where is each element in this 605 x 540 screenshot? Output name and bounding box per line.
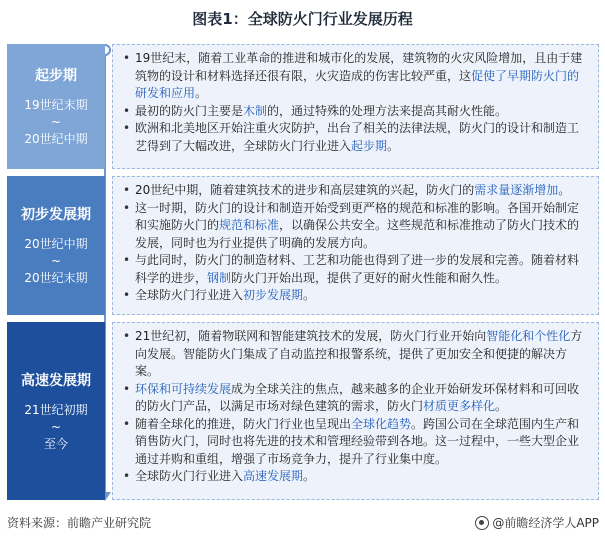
bullet-text: 20世纪中期，随着建筑技术的进步和高层建筑的兴起，防火门的 xyxy=(135,183,475,197)
stage-label-initial-development xyxy=(7,176,105,315)
stage-content-rapid-development xyxy=(112,322,599,500)
bullet-text: 19世纪末，随着工业革命的推进和城市化的发展，建筑物的火灾风险增加，且由于建筑物的设计和材料选择还很有限，火灾造成的伤害比较严重，这 xyxy=(135,51,583,83)
bullet-text: 最初的防火门主要是 xyxy=(135,103,244,118)
bullet-text: ，以确保公共安全。这些规范和标准推动了防火门技术的发展，同时也为行业提供了明确的发展方向。 xyxy=(135,218,580,250)
bullet-text: 与此同时，防火门的制造材料、工艺和功能也得到了进一步的发展和完善。随着材料科学的进步， xyxy=(135,253,580,285)
bullet-list xyxy=(121,182,590,305)
bullet-text: 防火门开始出现，提供了更好的耐火性能和耐久性。 xyxy=(231,270,508,285)
bullet-item xyxy=(121,200,590,253)
highlight-text: 促使了早期防火门的研发和应用 xyxy=(135,68,580,100)
bullet-item xyxy=(121,328,590,381)
bullet-text: 这一时期，防火门的设计和制造开始受到更严格的规范和标准的影响。各国开始制定和实施防火门的 xyxy=(135,200,580,232)
bullet-item xyxy=(121,468,590,486)
highlight-text: 钢制 xyxy=(207,270,232,285)
highlight-text: 初步发展期 xyxy=(243,288,304,302)
highlight-text: 材质更多样化 xyxy=(423,399,496,413)
stage-period-end: 至今 xyxy=(43,436,68,451)
highlight-text: 规范和标准 xyxy=(219,218,280,232)
source-note: 资料来源：前瞻产业研究院 xyxy=(7,516,152,530)
stage-period-end: 20世纪末期 xyxy=(24,271,88,285)
bullet-item xyxy=(121,103,590,121)
bullet-text: 。跨国公司在全球范围内生产和销售防火门，同时也将先进的技术和管理经验带到各地。这一过程中，一些大型企业通过并购和重组，增强了市场竞争力，提升了行业集中度。 xyxy=(135,416,580,466)
bullet-text: 的，通过特殊的处理方法来提高其耐火性能。 xyxy=(267,103,508,118)
bullet-text: 。 xyxy=(495,399,508,413)
brand-text: @前瞻经济学人APP xyxy=(492,516,599,530)
bullet-text: 。 xyxy=(195,86,208,100)
chart-title: 图表1：全球防火门行业发展历程 xyxy=(192,10,413,28)
bullet-item xyxy=(121,120,590,155)
bullet-text: 。 xyxy=(387,138,400,153)
bullet-text: 。 xyxy=(558,183,571,197)
brand-credit xyxy=(475,514,599,531)
circle-logo-icon xyxy=(475,516,489,530)
bullet-item xyxy=(121,252,590,287)
stage-content-initial-development xyxy=(112,176,599,315)
footer xyxy=(7,514,599,532)
stage-period-start: 20世纪中期 xyxy=(24,237,88,251)
highlight-text: 需求量逐渐增加 xyxy=(474,183,559,197)
bullet-text: 21世纪初，随着物联网和智能建筑技术的发展，防火门行业开始向 xyxy=(135,329,487,343)
stage-period-separator: ~ xyxy=(50,419,62,434)
bullet-list xyxy=(121,328,590,486)
stage-period-separator: ~ xyxy=(50,115,62,129)
highlight-text: 智能化和个性化 xyxy=(486,329,571,343)
highlight-text: 环保和可持续发展 xyxy=(135,381,232,396)
stage-label-startup xyxy=(7,44,105,169)
stage-name: 高速发展期 xyxy=(21,372,91,389)
bullet-text: 欧洲和北美地区开始注重火灾防护，出台了相关的法律法规，防火门的设计和制造工艺得到了大幅改进，全球防火门行业进入 xyxy=(135,121,580,153)
bullet-item xyxy=(121,50,590,103)
bullet-text: 。 xyxy=(303,288,316,302)
bullet-text: 全球防火门行业进入 xyxy=(135,469,244,483)
bullet-list xyxy=(121,50,590,155)
stage-period-start: 21世纪初期 xyxy=(24,402,88,417)
bullet-text: 成为全球关注的焦点，越来越多的企业开始研发环保材料和可回收的防火门产品，以满足市场对绿色建筑的需求，防火门 xyxy=(135,381,580,413)
bullet-text: 随着全球化的推进，防火门行业也呈现出 xyxy=(135,416,352,431)
bullet-item xyxy=(121,416,590,469)
highlight-text: 高速发展期 xyxy=(243,469,304,483)
stage-period-end: 20世纪中期 xyxy=(24,132,88,146)
bullet-text: 。 xyxy=(303,469,316,483)
bullet-text: 全球防火门行业进入 xyxy=(135,288,244,302)
stage-label-rapid-development xyxy=(7,322,105,500)
highlight-text: 木制 xyxy=(243,103,268,118)
stage-period-start: 19世纪末期 xyxy=(24,98,88,112)
highlight-text: 起步期 xyxy=(351,138,388,153)
bullet-text: 方向发展。智能防火门集成了自动监控和报警系统，提供了更加安全和便捷的解决方案。 xyxy=(135,329,583,378)
stage-name: 初步发展期 xyxy=(21,207,91,223)
bullet-item xyxy=(121,287,590,305)
bullet-item xyxy=(121,381,590,416)
stage-period-separator: ~ xyxy=(50,254,62,268)
bullet-item xyxy=(121,182,590,200)
stage-name: 起步期 xyxy=(35,68,77,84)
stage-content-startup xyxy=(112,44,599,169)
highlight-text: 全球化趋势 xyxy=(351,416,412,431)
